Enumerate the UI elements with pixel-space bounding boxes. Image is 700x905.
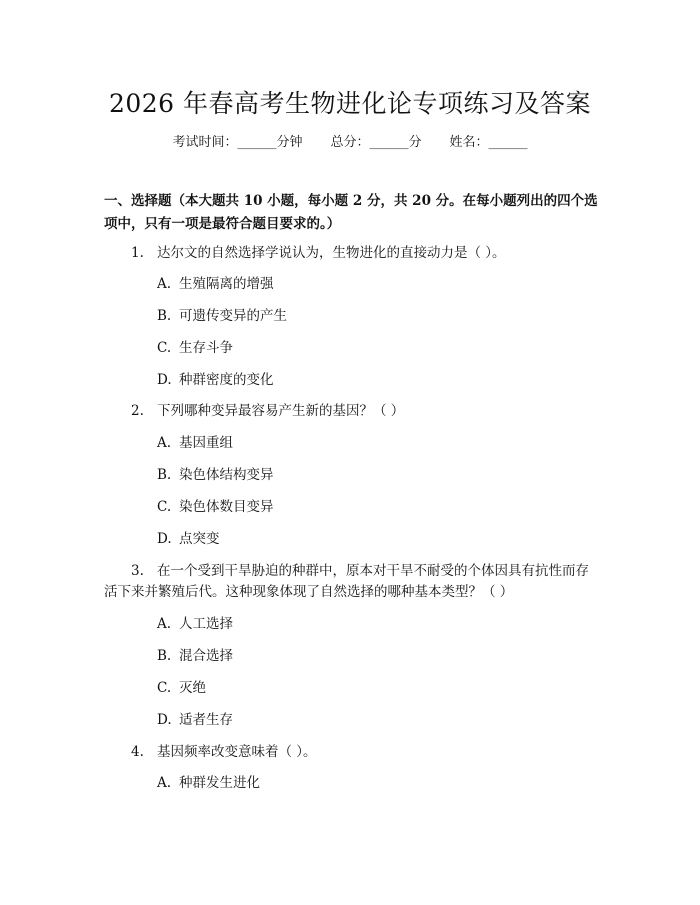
option-3d bbox=[157, 710, 233, 730]
question-number: 4. bbox=[131, 744, 144, 760]
option-letter: D. bbox=[157, 372, 172, 388]
option-text: 混合选择 bbox=[179, 648, 233, 664]
option-letter: D. bbox=[157, 531, 172, 547]
option-text: 可遗传变异的产生 bbox=[179, 308, 287, 324]
option-text: 生存斗争 bbox=[179, 340, 233, 356]
exam-meta bbox=[0, 131, 700, 150]
option-letter: B. bbox=[157, 648, 172, 664]
option-text: 灭绝 bbox=[179, 680, 206, 696]
option-letter: A. bbox=[157, 276, 172, 292]
question-text: 基因频率改变意味着（ ）。 bbox=[157, 744, 317, 760]
option-2d bbox=[157, 529, 220, 549]
option-letter: C. bbox=[157, 499, 172, 515]
option-text: 人工选择 bbox=[179, 616, 233, 632]
option-1c bbox=[157, 338, 233, 358]
question-number: 3. bbox=[131, 563, 144, 579]
question-3-line-1 bbox=[131, 560, 589, 583]
question-text: 达尔文的自然选择学说认为，生物进化的直接动力是（ ）。 bbox=[157, 245, 506, 261]
question-3-line-2: 活下来并繁殖后代。这种现象体现了自然选择的哪种基本类型？（ ） bbox=[104, 584, 514, 600]
option-2b bbox=[157, 465, 274, 485]
question-4 bbox=[131, 741, 317, 764]
student-name-field: 姓名：______ bbox=[449, 135, 528, 150]
option-letter: A. bbox=[157, 775, 172, 791]
option-1d bbox=[157, 370, 274, 390]
section-heading: 一、选择题（本大题共 10 小题，每小题 2 分，共 20 分。在每小题列出的四个选项中，只有一项是最符合题目要求的。） bbox=[104, 193, 598, 232]
question-text: 在一个受到干旱胁迫的种群中，原本对干旱不耐受的个体因具有抗性而存 bbox=[157, 563, 589, 579]
question-1 bbox=[131, 242, 506, 265]
option-2c bbox=[157, 497, 274, 517]
question-number: 1. bbox=[131, 245, 144, 261]
option-text: 生殖隔离的增强 bbox=[179, 276, 274, 292]
option-letter: A. bbox=[157, 616, 172, 632]
question-number: 2. bbox=[131, 403, 144, 419]
option-text: 染色体数目变异 bbox=[179, 499, 274, 515]
option-letter: C. bbox=[157, 680, 172, 696]
option-text: 种群发生进化 bbox=[179, 775, 260, 791]
option-letter: A. bbox=[157, 435, 172, 451]
option-letter: B. bbox=[157, 308, 172, 324]
total-score-field: 总分：______分 bbox=[330, 135, 422, 150]
option-letter: D. bbox=[157, 712, 172, 728]
option-3a bbox=[157, 614, 233, 634]
option-text: 点突变 bbox=[179, 531, 220, 547]
question-2 bbox=[131, 400, 404, 423]
option-letter: B. bbox=[157, 467, 172, 483]
option-letter: C. bbox=[157, 340, 172, 356]
option-text: 染色体结构变异 bbox=[179, 467, 274, 483]
option-3b bbox=[157, 646, 233, 666]
page-title: 2026 年春高考生物进化论专项练习及答案 bbox=[108, 89, 592, 118]
option-text: 基因重组 bbox=[179, 435, 233, 451]
option-2a bbox=[157, 433, 233, 453]
option-text: 种群密度的变化 bbox=[179, 372, 274, 388]
exam-time-field: 考试时间：______分钟 bbox=[172, 135, 303, 150]
question-text: 下列哪种变异最容易产生新的基因？（ ） bbox=[157, 403, 405, 419]
option-3c bbox=[157, 678, 206, 698]
option-text: 适者生存 bbox=[179, 712, 233, 728]
option-1b bbox=[157, 306, 287, 326]
option-4a bbox=[157, 773, 260, 793]
option-1a bbox=[157, 274, 274, 294]
